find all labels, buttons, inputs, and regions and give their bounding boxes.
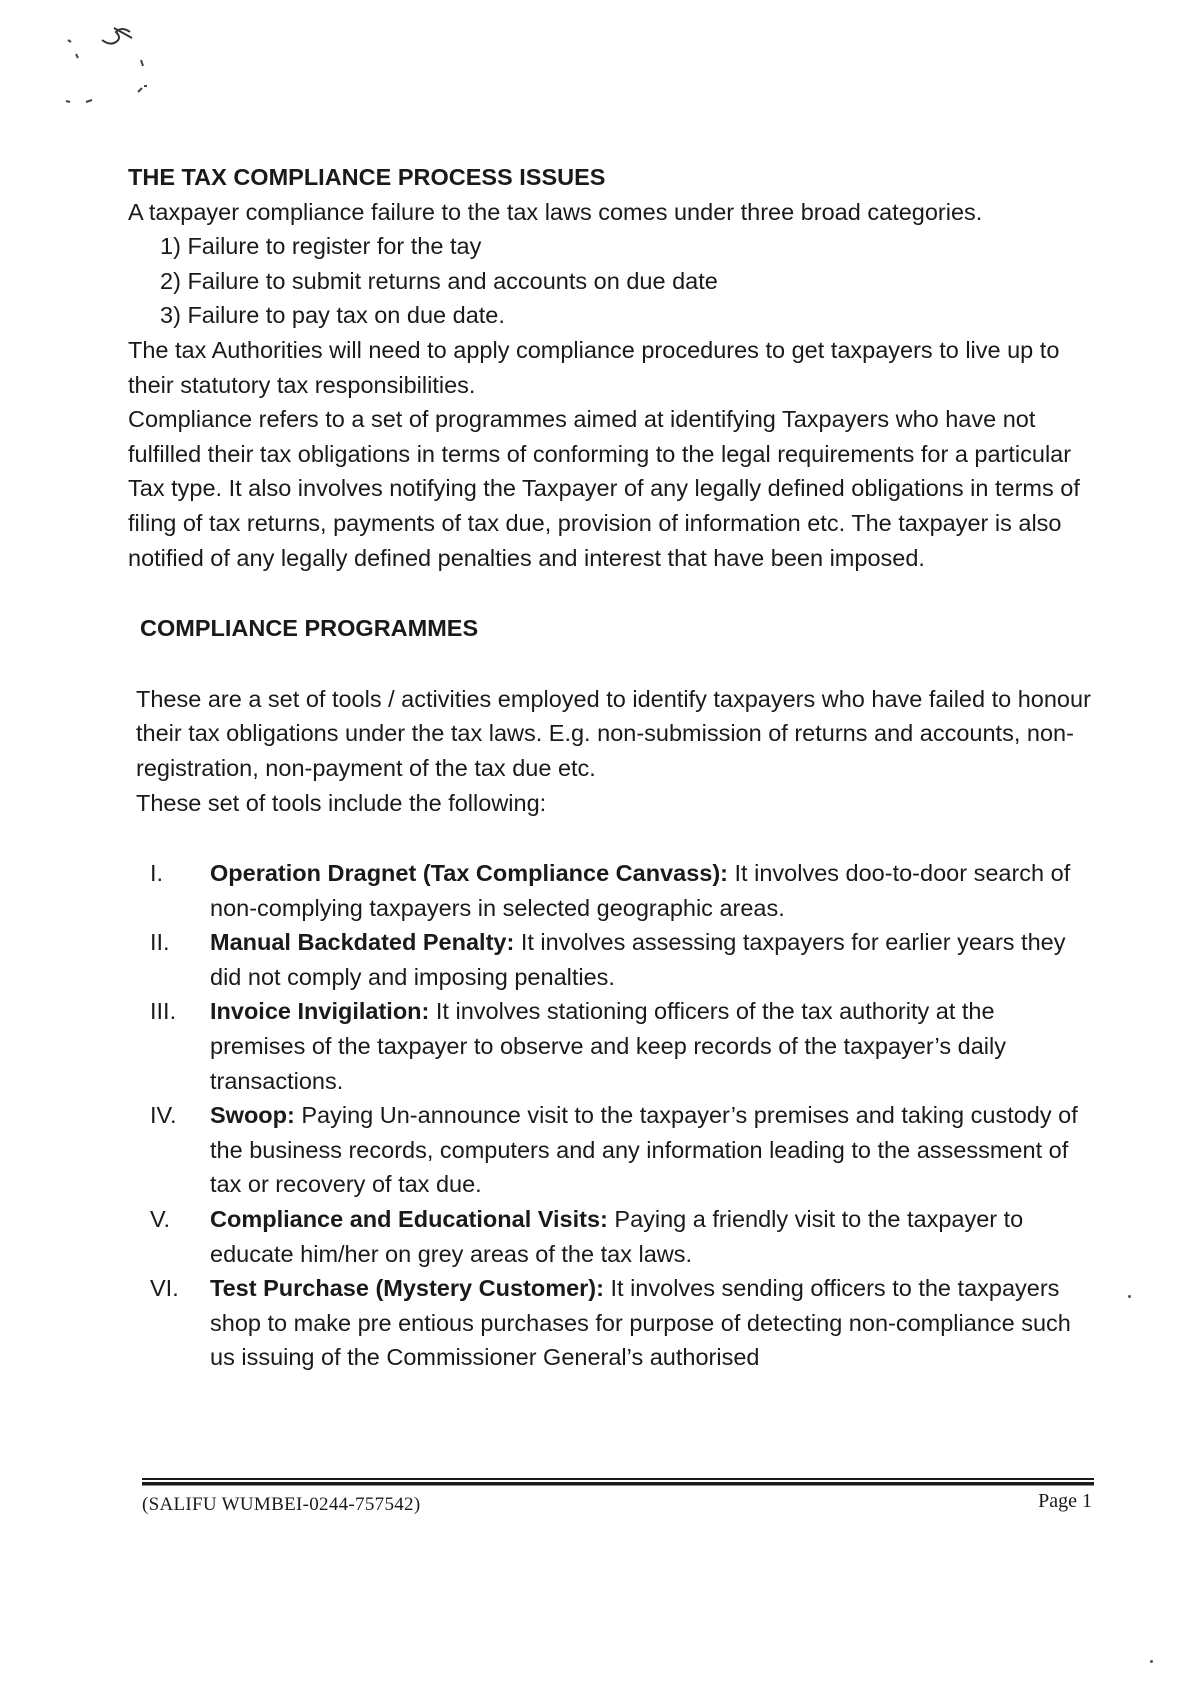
- roman-numeral: I.: [150, 860, 164, 887]
- paragraph: Compliance refers to a set of programmes aimed at identifying Taxpayers who have not fulfilled their tax obligations in terms of conforming to the legal requirements for a particular Tax type. It also involves notifying the Taxpayer of any legally defined obligations in terms of filing of tax returns, payments of tax due, provision of information etc. The taxpayer is also notified of any legally defined penalties and interest that have been imposed.: [128, 406, 1080, 571]
- roman-numeral: II.: [150, 929, 170, 956]
- footer-author: (SALIFU WUMBEI-0244-757542): [142, 1494, 421, 1515]
- list-number: 2): [160, 267, 181, 294]
- list-text: Failure to submit returns and accounts on due date: [187, 267, 718, 294]
- tool-description: It involves sending officers to the taxpayers shop to make pre entious purchases for purpose of detecting non-compliance such us issuing of the Commissioner General’s authorised: [210, 1275, 1071, 1371]
- tool-description: Paying a friendly visit to the taxpayer to educate him/her on grey areas of the tax laws.: [210, 1206, 1024, 1267]
- tool-term: Operation Dragnet (Tax Compliance Canvass):: [210, 860, 728, 887]
- list-item: [128, 925, 1098, 994]
- list-item: [128, 856, 1098, 925]
- tool-term: Invoice Invigilation:: [210, 998, 430, 1025]
- list-item: [128, 1271, 1098, 1375]
- tool-description: It involves assessing taxpayers for earlier years they did not comply and imposing penalties.: [210, 929, 1066, 990]
- list-item: [128, 1202, 1098, 1271]
- compliance-tools-list: [128, 856, 1098, 1375]
- tool-description: It involves stationing officers of the tax authority at the premises of the taxpayer to observe and keep records of the taxpayer’s daily transactions.: [210, 998, 1006, 1094]
- list-number: 1): [160, 233, 181, 260]
- list-item: [128, 298, 1098, 333]
- paragraph: These set of tools include the following:: [136, 789, 547, 816]
- tool-description: It involves doo-to-door search of non-complying taxpayers in selected geographic areas.: [210, 860, 1071, 921]
- document-body: [128, 160, 1098, 1375]
- list-item: [128, 264, 1098, 299]
- list-item: [128, 229, 1098, 264]
- roman-numeral: VI.: [150, 1275, 179, 1302]
- list-text: Failure to register for the tay: [187, 233, 482, 260]
- tool-term: Swoop:: [210, 1102, 295, 1129]
- tool-term: Manual Backdated Penalty:: [210, 929, 515, 956]
- section-title-compliance-process: THE TAX COMPLIANCE PROCESS ISSUES: [128, 164, 606, 190]
- tool-term: Test Purchase (Mystery Customer):: [210, 1275, 604, 1302]
- tool-description: Paying Un-announce visit to the taxpayer’s premises and taking custody of the business records, computers and any information leading to the assessment of tax or recovery of tax due.: [210, 1102, 1078, 1198]
- roman-numeral: V.: [150, 1206, 171, 1233]
- scan-speck: [1150, 1660, 1153, 1663]
- roman-numeral: III.: [150, 998, 177, 1025]
- list-item: [128, 1098, 1098, 1202]
- failure-categories-list: [128, 229, 1098, 333]
- list-number: 3): [160, 302, 181, 329]
- footer-rule: [142, 1478, 1094, 1486]
- roman-numeral: IV.: [150, 1102, 177, 1129]
- paragraph: The tax Authorities will need to apply compliance procedures to get taxpayers to live up to their statutory tax responsibilities.: [128, 336, 1060, 398]
- tool-term: Compliance and Educational Visits:: [210, 1206, 608, 1233]
- list-item: [128, 994, 1098, 1098]
- scan-speck: [1128, 1295, 1131, 1298]
- page-number: Page 1: [1038, 1490, 1092, 1512]
- paragraph: These are a set of tools / activities employed to identify taxpayers who have failed to honour their tax obligations under the tax laws. E.g. non-submission of returns and accounts, non-registration, non-payment of the tax due etc.: [136, 685, 1091, 781]
- list-text: Failure to pay tax on due date.: [187, 302, 505, 329]
- section-intro: A taxpayer compliance failure to the tax laws comes under three broad categories.: [128, 198, 983, 225]
- section-title-compliance-programmes: COMPLIANCE PROGRAMMES: [140, 615, 479, 642]
- scan-artifact-marks: [40, 10, 180, 110]
